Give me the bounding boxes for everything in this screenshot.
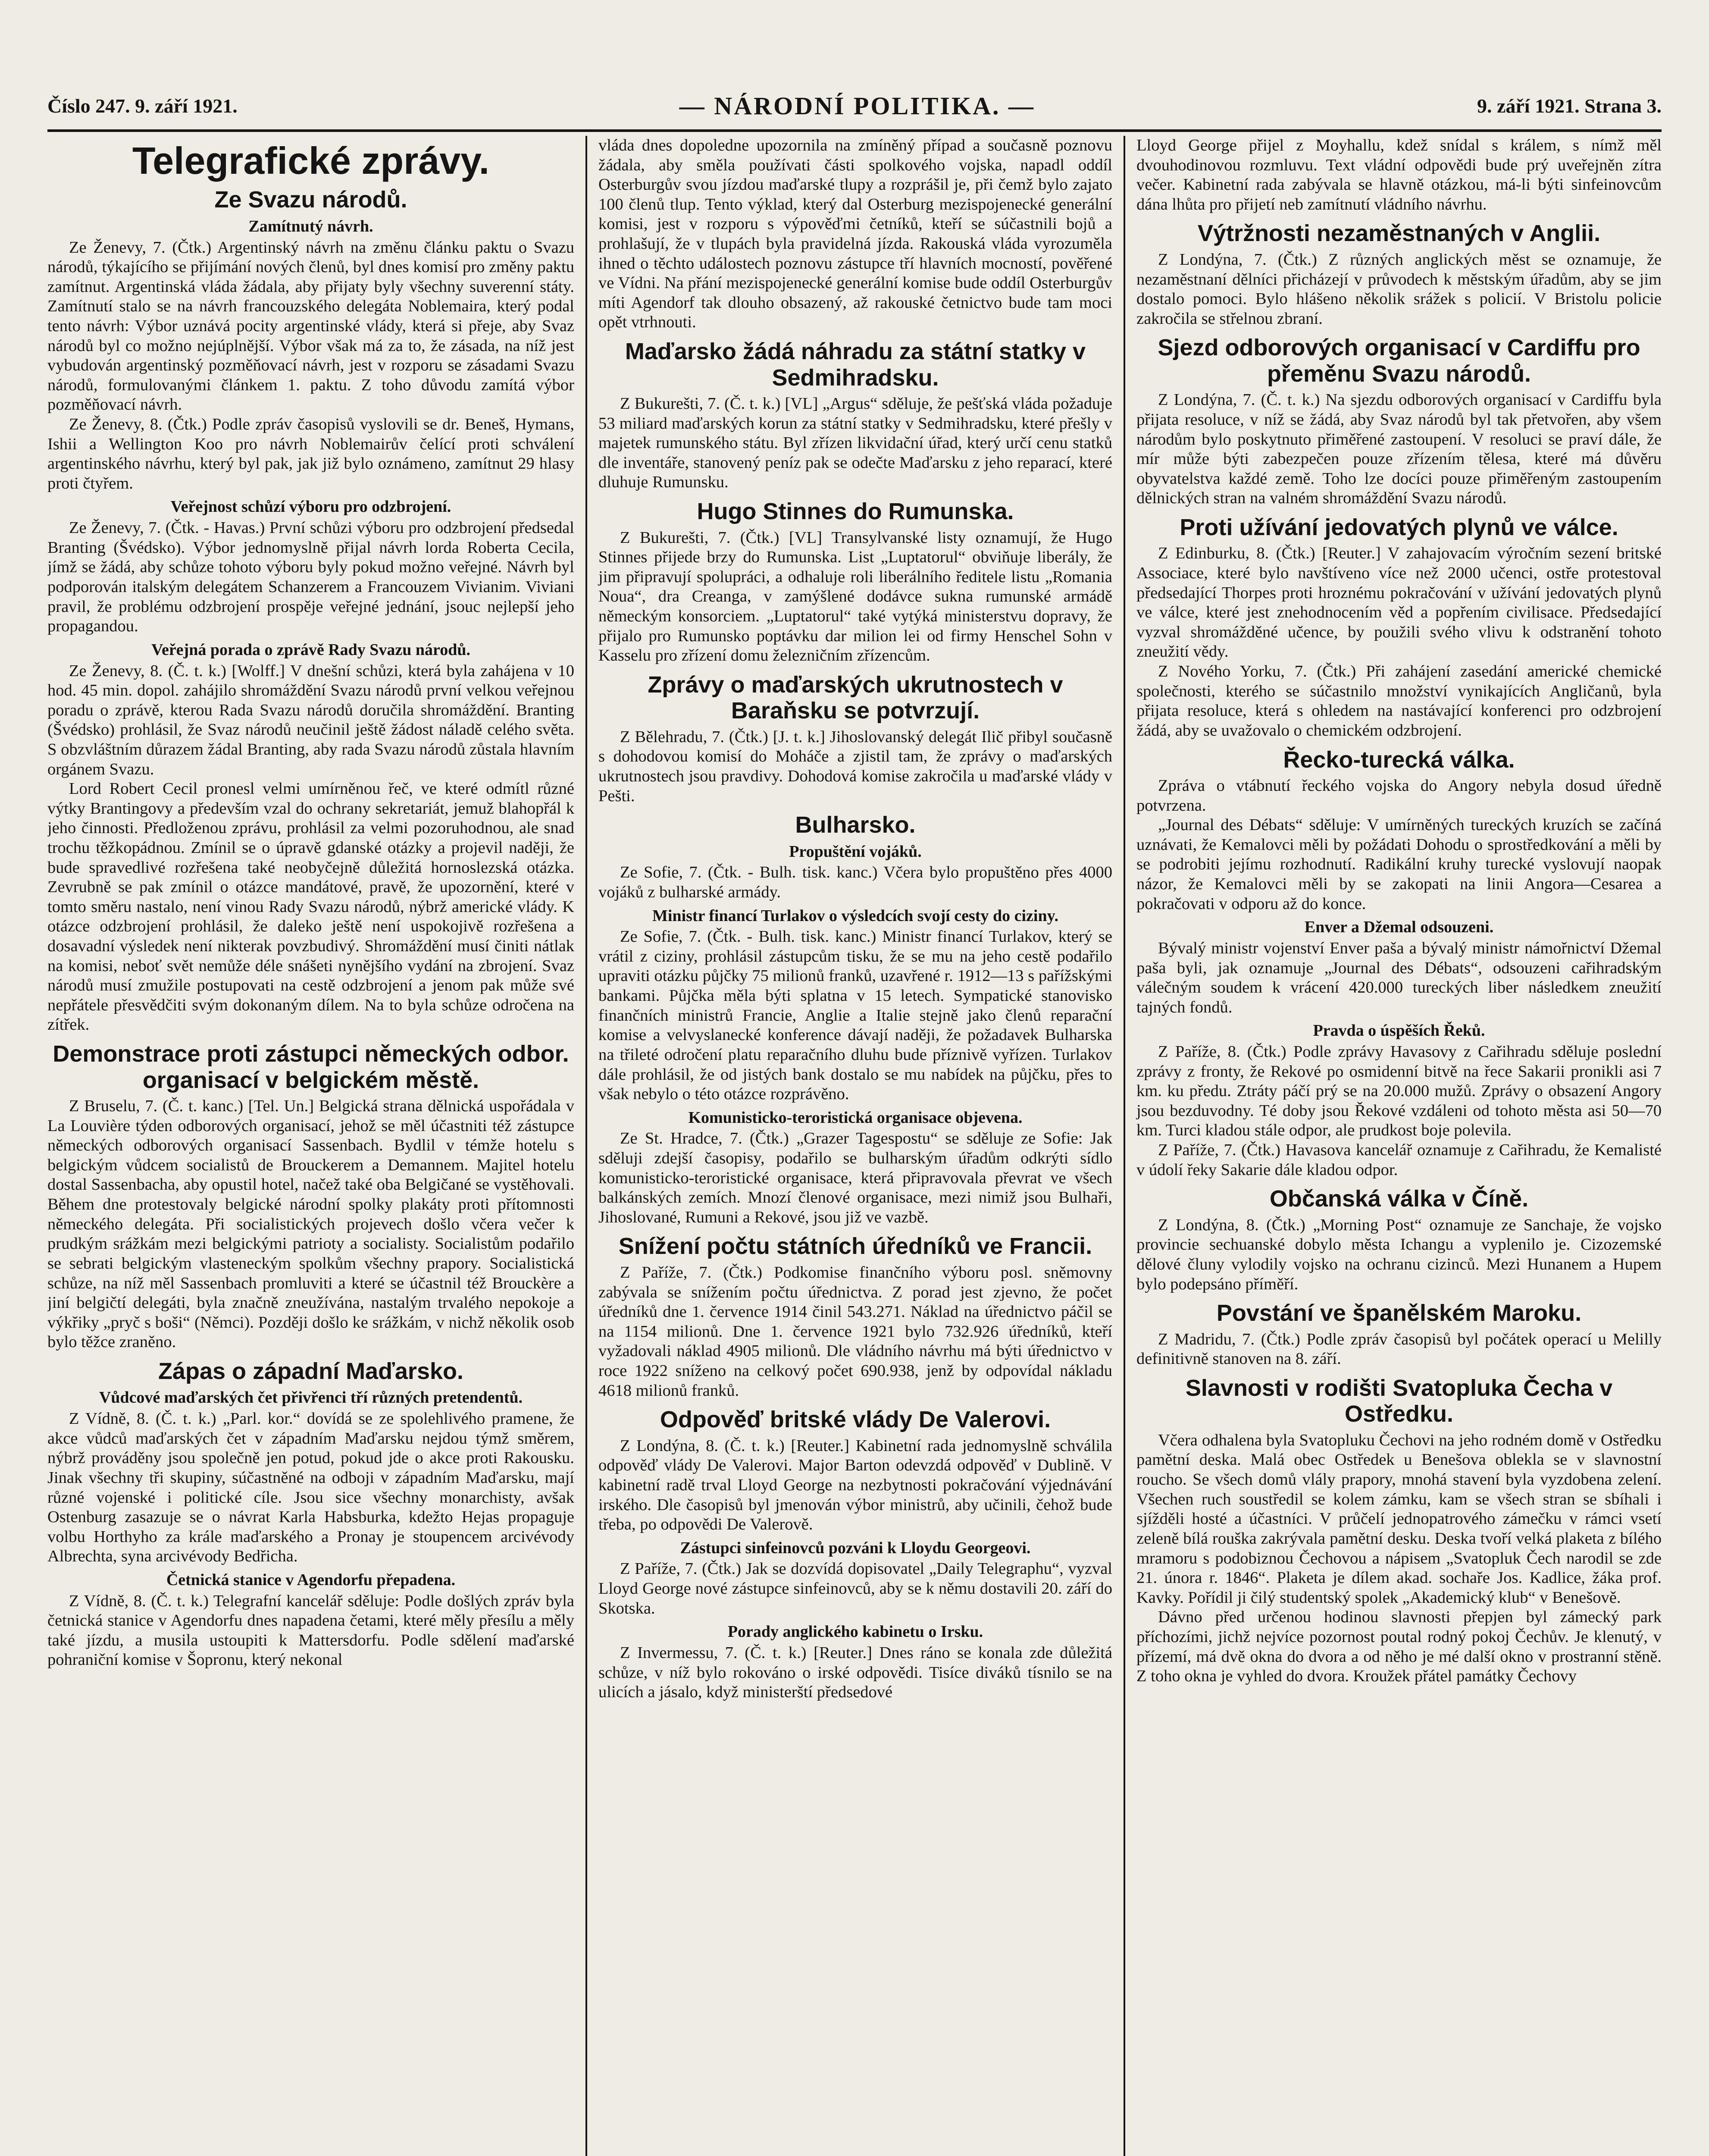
article-paragraph: Z Vídně, 8. (Č. t. k.) Telegrafní kancelář sděluje: Podle došlých zpráv byla četnická stanice v Agendorfu dnes napadena četami, které měly přesílu a měly také jízdu, a musila ustoupiti k Mattersdorfu. Podle sdělení maďarské pohraniční komise v Šopronu, který nekonal <box>47 1592 574 1669</box>
column-1 <box>47 136 585 2156</box>
article-paragraph: „Journal des Débats“ sděluje: V umírněných tureckých kruzích se začíná uznávati, že Kemalovci měli by požádati Dohodu o sprostředkování a měli by se podrobiti jejímu rozhodnutí. Radikální kruhy turecké vyslovují naopak názor, že Kemalovci měli by se zakopati na linii Angora—Cesarea a pokračovati v odporu až do konce. <box>1136 816 1662 913</box>
article-paragraph: Ze Ženevy, 7. (Čtk.) Argentinský návrh na změnu článku paktu o Svazu národů, týkajícího se přijímání nových členů, byl dnes komisí pro změny paktu zamítnut. Argentinská vláda žádala, aby přijaty byly všechny suverenní státy. Zamítnutí stalo se na návrh francouzského delegáta Noblemaira, který podal tento návrh: Výbor uznává pocity argentinské vlády, která si přeje, aby Svaz národů byl co možno nejúplnější. Výbor však má za to, že zásada, na níž jest vybudován argentinský pozměňovací návrh, jest v rozporu se zásadami Svazu národů, formulovanými článkem 1. paktu. Z toho důvodu zamítá výbor pozměňovací návrh. <box>47 238 574 414</box>
header-right: 9. září 1921. Strana 3. <box>1477 94 1662 117</box>
article-paragraph: Ze Sofie, 7. (Čtk. - Bulh. tisk. kanc.) Ministr financí Turlakov, který se vrátil z ciziny, prohlásil zástupcům tisku, že se mu na jeho cestě podařilo upraviti otázku půjčky 75 milionů franků, uzavřené r. 1912—13 s pařížskými bankami. Půjčka měla býti splatna v 15 letech. Sympatické stanovisko finančních ministrů Francie, Anglie a Italie stejně jako členů reparační komise a velvyslanecké konference dávají naději, že požadavek Bulharska na třileté odročení platu reparačního dluhu bude příznivě vyřízen. Turlakov dále prohlásil, že od jistých bank dostalo se mu nabídek na půjčku, přes to však nebylo o této otázce rozprávěno. <box>598 928 1112 1103</box>
article-subtitle: Propuštění vojáků. <box>789 842 922 861</box>
article-paragraph: Z Paříže, 8. (Čtk.) Podle zprávy Havasovy z Cařihradu sděluje poslední zprávy z fronty, že Rekové po osmidenní bitvě na řece Sakarii pronikli asi 7 km. ku předu. Ztráty páčí prý se na 20.000 mužů. Zprávy o obsazení Angory jsou bezduvodny. Té doby jsou Řekové vzdáleni od tohoto města asi 50—70 km. Turci kladou stále odpor, ale prudkost boje polevila. <box>1136 1043 1662 1140</box>
article-subtitle: Enver a Džemal odsouzeni. <box>1304 918 1494 937</box>
article-subtitle: Veřejná porada o zprávě Rady Svazu národů. <box>151 640 470 659</box>
article-title: Povstání ve španělském Maroku. <box>1216 1300 1582 1326</box>
page-columns <box>47 136 1662 2156</box>
article-subtitle: Ministr financí Turlakov o výsledcích svojí cesty do ciziny. <box>652 906 1058 925</box>
section-title: Telegrafické zprávy. <box>132 139 490 182</box>
article-paragraph: Z Londýna, 8. (Č. t. k.) [Reuter.] Kabinetní rada jednomyslně schválila odpověď vlády De Valerovi. Major Barton odevzdá odpověď v Dublině. V kabinetní radě trval Lloyd George na nezbytnosti pokračování výjednávání irského. Dle časopisů byl jmenován výbor ministrů, aby učinili, čehož bude třeba, po odpovědi De Valerově. <box>598 1436 1112 1534</box>
article-paragraph: Z Vídně, 8. (Č. t. k.) „Parl. kor.“ dovídá se ze spolehlivého pramene, že akce vůdců maďarských čet v západním Maďarsku nejdou týmž směrem, nýbrž prováděny jsou společně jen potud, pokud jde o akce proti Rakousku. Jinak všechny tři skupiny, súčastněné na odboji v západním Maďarsku, mají různé vojenské i politické cíle. Jsou sice všechny monarchisty, avšak Ostenburg zasazuje se o návrat Karla Habsburka, kdežto Hejas propaguje volbu Horthyho za krále maďarského a Pronay je stoupencem arcivévody Albrechta, syna arcivévody Bedřicha. <box>47 1410 574 1566</box>
article-subtitle: Veřejnost schůzí výboru pro odzbrojení. <box>170 498 451 516</box>
article-title: Slavnosti v rodišti Svatopluka Čecha v Ostředku. <box>1185 1375 1613 1427</box>
article-title: Odpověď britské vlády De Valerovi. <box>660 1407 1051 1433</box>
article-paragraph: Z Madridu, 7. (Čtk.) Podle zpráv časopisů byl počátek operací u Melilly definitivně stanoven na 8. září. <box>1136 1330 1662 1368</box>
article-paragraph: Včera odhalena byla Svatopluku Čechovi na jeho rodném domě v Ostředku pamětní deska. Malá obec Ostředek u Benešova oblekla se v slavnostní roucho. Se všech domů vlály prapory, mnohá stavení byla vyzdobena zelení. Všechen ruch soustředil se kolem zámku, kam se všech stran se sbíhali i sjížděli hosté a účastníci. V průčelí jednopatrového zámečku v rámci vsetí zeleně bílá rouška zakrývala pamětní desku. Deska tvoří velká plaketa z bílého mramoru s podobiznou Čechovou a nápisem „Svatopluk Čech narodil se zde 21. února r. 1846“. Plaketa je dílem akad. sochaře Jos. Kadlice, žáka prof. Kavky. Pořídil ji čilý studentský spolek „Akademický klub“ v Benešově. <box>1136 1431 1662 1607</box>
article-paragraph: Z Paříže, 7. (Čtk.) Podkomise finančního výboru posl. sněmovny zabývala se snížením počtu úřednictva. Z porad jest zjevno, že počet úředníků dne 1. července 1914 činil 543.271. Náklad na úřednictvo páčil se na 1154 milionů. Dne 1. července 1921 bylo 732.926 úředníků, kteří vyžadovali náklad 4905 milionů. Dle vládního návrhu má býti úřednictvo v roce 1922 sníženo na celkový počet 690.938, jenž by odpovídal nákladu 4618 milionů franků. <box>598 1263 1112 1400</box>
article-subtitle: Zástupci sinfeinovců pozváni k Lloydu Georgeovi. <box>680 1539 1031 1557</box>
article-paragraph: Bývalý ministr vojenství Enver paša a bývalý ministr námořnictví Džemal paša byli, jak oznamuje „Journal des Débats“, odsouzeni cařihradským válečným soudem k vrácení 420.000 tureckých liber následkem zneužití tajných fondů. <box>1136 939 1662 1016</box>
column-3 <box>1124 136 1662 2156</box>
article-title: Maďarsko žádá náhradu za státní statky v Sedmihradsku. <box>625 338 1086 391</box>
article-paragraph: vláda dnes dopoledne upozornila na zmíněný případ a současně poznovu žádala, aby směla používati části spolkového vojska, napadl oddíl Osterburgův svou jízdou maďarské tlupy a rozprášil je, při čemž bylo zajato 100 členů tlup. Tento výklad, který dal Osterburg mezispojenecké generální komisi, jest v rozporu s výpověďmi četníků, kteří se súčastnili bojů a prohlašují, že v tlupách byla pravidelná jízda. Rakouská vláda vyrozuměla ihned o těchto událostech poznovu zástupce tří hlavních mocností, pověřené ve Vídni. Na přání mezispojenecké generální komise bude oddíl Osterburgův míti Agendorf tak dlouho obsazený, až rakouské četnictvo bude tam moci opět vtrhnouti. <box>598 136 1112 332</box>
article-paragraph: Zpráva o vtábnutí řeckého vojska do Angory nebyla dosud úředně potvrzena. <box>1136 776 1662 815</box>
article-title: Hugo Stinnes do Rumunska. <box>697 498 1014 525</box>
article-paragraph: Z Edinburku, 8. (Čtk.) [Reuter.] V zahajovacím výročním sezení britské Associace, které bylo navštíveno více než 2000 učenci, ostře protestoval předsedající Thorpes proti hroznému pokračování v užívání jedovatých plynů ve válce, které jest znehodnocením věd a popřením civilisace. Předsedající vyzval shromážděné učence, by použili svého vlivu k odstranění tohoto zneužití vědy. <box>1136 544 1662 661</box>
header-rule <box>47 129 1662 132</box>
article-paragraph: Dávno před určenou hodinou slavnosti přepjen byl zámecký park příchozími, jichž nejvíce pozornost poutal rodný pokoj Čechův. Je klenutý, v přízemí, má dvě okna do dvora a od něho je mé další okno v prostranní stěně. Z toho okna je vyhled do dvora. Kroužek přátel památky Čechovy <box>1136 1608 1662 1686</box>
article-title: Výtržnosti nezaměstnaných v Anglii. <box>1197 220 1601 247</box>
article-paragraph: Z Bruselu, 7. (Č. t. kanc.) [Tel. Un.] Belgická strana dělnická uspořádala v La Louvière týden odborových organisací, jehož se měl účastniti též zástupce německých odborových organisací Sassenbach. Bydlil v témže hotelu s belgickým vůdcem socialistů de Brouckerem a Demannem. Majitel hotelu dostal Sassenbacha, aby opustil hotel, načež také oba Belgičané se vystěhovali. Během dne protestovaly belgické národní spolky plakáty proti přítomnosti německého delegáta. Při socialistických projevech došlo včera večer k prudkým srážkám mezi belgickými patrioty a socialisty. Socialistům podařilo se sebrati belgickým vlasteneckým spolkům všechny prapory. Socialistická schůze, na níž měl Sassenbach promluviti a které se účastnil též Brouckère a jiní belgičtí delegáti, byla značně zneužívána, nastalým trvalého nepokoje a výkřiky „pryč s boši“ (Němci). Později došlo ke srážkám, v nichž několik osob bylo těžce zraněno. <box>47 1097 574 1351</box>
article-title: Občanská válka v Číně. <box>1269 1186 1529 1212</box>
article-subtitle: Porady anglického kabinetu o Irsku. <box>727 1623 983 1641</box>
newspaper-title: — NÁRODNÍ POLITIKA. — <box>679 91 1035 120</box>
article-paragraph: Lord Robert Cecil pronesl velmi umírněnou řeč, ve které odmítl různé výtky Brantingovy a především vzal do ochrany sekretariát, jemuž blahopřál k jeho činnosti. Předloženou zprávu, prohlásil za velmi pozoruhodnou, ale snad trochu těžkopádnou. Zmínil se o úpravě gdanské otázky a projevil naději, že bude spravedlivé rozřešena také neobyčejně důležitá hornoslezská otázka. Zevrubně se pak zmínil o otázce mandátové, pravě, že upozornění, které v tomto směru nastalo, není vinou Rady Svazu národů, nýbrž americké vlády. K otázce odzbrojení prohlásil, že daleko ještě není uspokojivě rozřešena a dosavadní výsledek není nikterak povzbudivý. Shromáždění musí činiti nátlak na komisi, neboť svět nemůže déle snášeti nynějšího vydání na zbrojení. Svaz národů musí zmužile postupovati na cestě odzbrojení a jenom pak může své nepřátele přesvědčiti svým dokonaným dílem. Na to byla schůze odročena na zítřek. <box>47 780 574 1034</box>
article-subtitle: Pravda o úspěších Řeků. <box>1313 1022 1485 1040</box>
article-title: Sjezd odborových organisací v Cardiffu pro přeměnu Svazu národů. <box>1158 335 1640 387</box>
article-paragraph: Z Bělehradu, 7. (Čtk.) [J. t. k.] Jihoslovanský delegát Ilič přibyl současně s dohodovou komisí do Moháče a zjistil tam, že zprávy o maďarských ukrutnostech jsou pravdivy. Dohodová komise zakročila u maďarské vlády v Pešti. <box>598 727 1112 805</box>
article-paragraph: Z Londýna, 7. (Č. t. k.) Na sjezdu odborových organisací v Cardiffu byla přijata resoluce, v níž se žádá, aby Svaz národů byl tak přetvořen, aby všem národům bylo poskytnuto přiměřené zastoupení. V resoluci se praví dále, že mír může býti zabezpečen pouze zřízením tělesa, které má důvěru obyvatelstva každé země. Toho lze docíci pouze přiměřeným zastoupením dělnických stran na valném shromáždění Svazu národů. <box>1136 391 1662 508</box>
article-paragraph: Z Londýna, 8. (Čtk.) „Morning Post“ oznamuje ze Sanchaje, že vojsko provincie sechuanské dobylo města Ichangu a vyplenilo je. Cizozemské dělové čluny vylodily vojsko na ochranu cizinců. Mezi Hunanem a Hupem bylo podepsáno příměří. <box>1136 1216 1662 1293</box>
article-paragraph: Lloyd George přijel z Moyhallu, kdež snídal s králem, s nímž měl dvouhodinovou rozmluvu. Text vládní odpovědi bude prý uveřejněn zítra večer. Kabinetní rada zabývala se hlavně otázkou, má-li býti sinfeinovcům dána lhůta pro přijetí neb zamítnutí vládního návrhu. <box>1136 136 1662 213</box>
article-title: Proti užívání jedovatých plynů ve válce. <box>1180 514 1618 540</box>
column-2 <box>585 136 1124 2156</box>
article-paragraph: Ze Ženevy, 7. (Čtk. - Havas.) První schůzi výboru pro odzbrojení předsedal Branting (Švédsko). Výbor jednomyslně přijal návrh lorda Roberta Cecila, jímž se žádá, aby schůze tohoto výboru byly pokud možno veřejné. Návrh byl podporován italským delegátem Schanzerem a Francouzem Vivianim. Viviani pravil, že problému odzbrojení prospěje veřejné jednání, jsouc nejlepší jeho propagandou. <box>47 519 574 636</box>
article-paragraph: Z Paříže, 7. (Čtk.) Jak se dozvídá dopisovatel „Daily Telegraphu“, vyzval Lloyd George nové zástupce sinfeinovců, aby se k němu dostavili 20. září do Skotska. <box>598 1560 1112 1617</box>
article-paragraph: Z Londýna, 7. (Čtk.) Z různých anglických měst se oznamuje, že nezaměstnaní dělníci přicházejí v průvodech k městským úřadům, aby se jim dostalo pomoci. Bylo hlášeno několik srážek s policií. V Bristolu policie zakročila se střelnou zbraní. <box>1136 250 1662 328</box>
article-title: Ze Svazu národů. <box>214 187 407 213</box>
article-paragraph: Ze Ženevy, 8. (Č. t. k.) [Wolff.] V dnešní schůzi, která byla zahájena v 10 hod. 45 min. dopol. zahájilo shromáždění Svazu národů první velkou veřejnou poradu o zprávě, kterou Rada Svazu národů doručila shromáždění. Branting (Švédsko) prohlásil, že Svaz národů neučinil ještě žádost náladě celého světa. S obzvláštním důrazem žádal Branting, aby rada Svazu národů zůstala hlavním orgánem Svazu. <box>47 661 574 778</box>
article-title: Bulharsko. <box>795 812 916 838</box>
article-title: Řecko-turecká válka. <box>1283 746 1515 773</box>
article-title: Zápas o západní Maďarsko. <box>158 1358 463 1384</box>
article-subtitle: Zamítnutý návrh. <box>248 217 373 235</box>
article-subtitle: Četnická stanice v Agendorfu přepadena. <box>166 1570 456 1589</box>
masthead <box>47 82 1662 129</box>
article-title: Demonstrace proti zástupci německých odbor. organisací v belgickém městě. <box>53 1041 569 1093</box>
article-title: Snížení počtu státních úředníků ve Francii. <box>618 1233 1092 1260</box>
article-subtitle: Komunisticko-teroristická organisace objevena. <box>688 1108 1023 1127</box>
article-paragraph: Ze Sofie, 7. (Čtk. - Bulh. tisk. kanc.) Včera bylo propuštěno přes 4000 vojáků z bulharské armády. <box>598 863 1112 901</box>
article-paragraph: Z Paříže, 7. (Čtk.) Havasova kancelář oznamuje z Cařihradu, že Kemalisté v údolí řeky Sakarie dále kladou odpor. <box>1136 1141 1662 1179</box>
article-subtitle: Vůdcové maďarských čet přivřenci tří různých pretendentů. <box>99 1388 523 1407</box>
article-paragraph: Ze St. Hradce, 7. (Čtk.) „Grazer Tagespostu“ se sděluje ze Sofie: Jak sděluji zdejší časopisy, podařilo se bulharským úřadům odkrýti sídlo komunisticko-teroristické organisace, která připravovala převrat ve všech balkánských zemích. Mnozí členové organisace, mezi nimiž jsou Bulhaři, Jihoslované, Rumuni a Rekové, jsou již ve vazbě. <box>598 1129 1112 1226</box>
article-paragraph: Z Invermessu, 7. (Č. t. k.) [Reuter.] Dnes ráno se konala zde důležitá schůze, v níž bylo rokováno o irské odpovědi. Tisíce diváků tísnilo se na ulicích a jásalo, když ministerští předsedové <box>598 1643 1112 1702</box>
article-paragraph: Z Bukurešti, 7. (Čtk.) [VL] Transylvanské listy oznamují, že Hugo Stinnes přijede brzy do Rumunska. List „Luptatorul“ obviňuje liberály, že jim připravují spolupráci, a odhaluje roli liberálního ředitele listu „Romania Noua“, dra Creanga, v zamýšlené dodávce sukna rumunské armádě německým konsorciem. „Luptatorul“ také vytýká ministerstvu dopravy, že přijalo pro Rumunsko poptávku dar milion lei od firmy Henschel Sohn v Kasselu pro zřízení domu železničním zřízencům. <box>598 528 1112 665</box>
article-paragraph: Z Bukurešti, 7. (Č. t. k.) [VL] „Argus“ sděluje, že pešťská vláda požaduje 53 miliard maďarských korun za státní statky v Sedmihradsku, které přešly v majetek rumunského státu. Byl zřízen likvidační úřad, který určí cenu statků dle inventáře, stanovený peníz pak se odečte Maďarsku z jeho reparací, které dluhuje Rumunsku. <box>598 395 1112 492</box>
article-paragraph: Ze Ženevy, 8. (Čtk.) Podle zpráv časopisů vyslovili se dr. Beneš, Hymans, Ishii a Wellington Koo pro návrh Noblemairův čelící proti schválení argentinského návrhu, který byl pak, jak již bylo oznámeno, zamítnut 29 hlasy proti čtyřem. <box>47 415 574 492</box>
article-title: Zprávy o maďarských ukrutnostech v Baraňsku se potvrzují. <box>648 671 1063 724</box>
article-paragraph: Z Nového Yorku, 7. (Čtk.) Při zahájení zasedání americké chemické společnosti, kterého se súčastnilo množství vynikajících Angličanů, byla přijata resoluce, která s ohledem na nastávající konferenci pro odzbrojení žádá, aby se uvažovalo o chemickém odzbrojení. <box>1136 662 1662 740</box>
header-left: Číslo 247. 9. září 1921. <box>47 94 238 117</box>
